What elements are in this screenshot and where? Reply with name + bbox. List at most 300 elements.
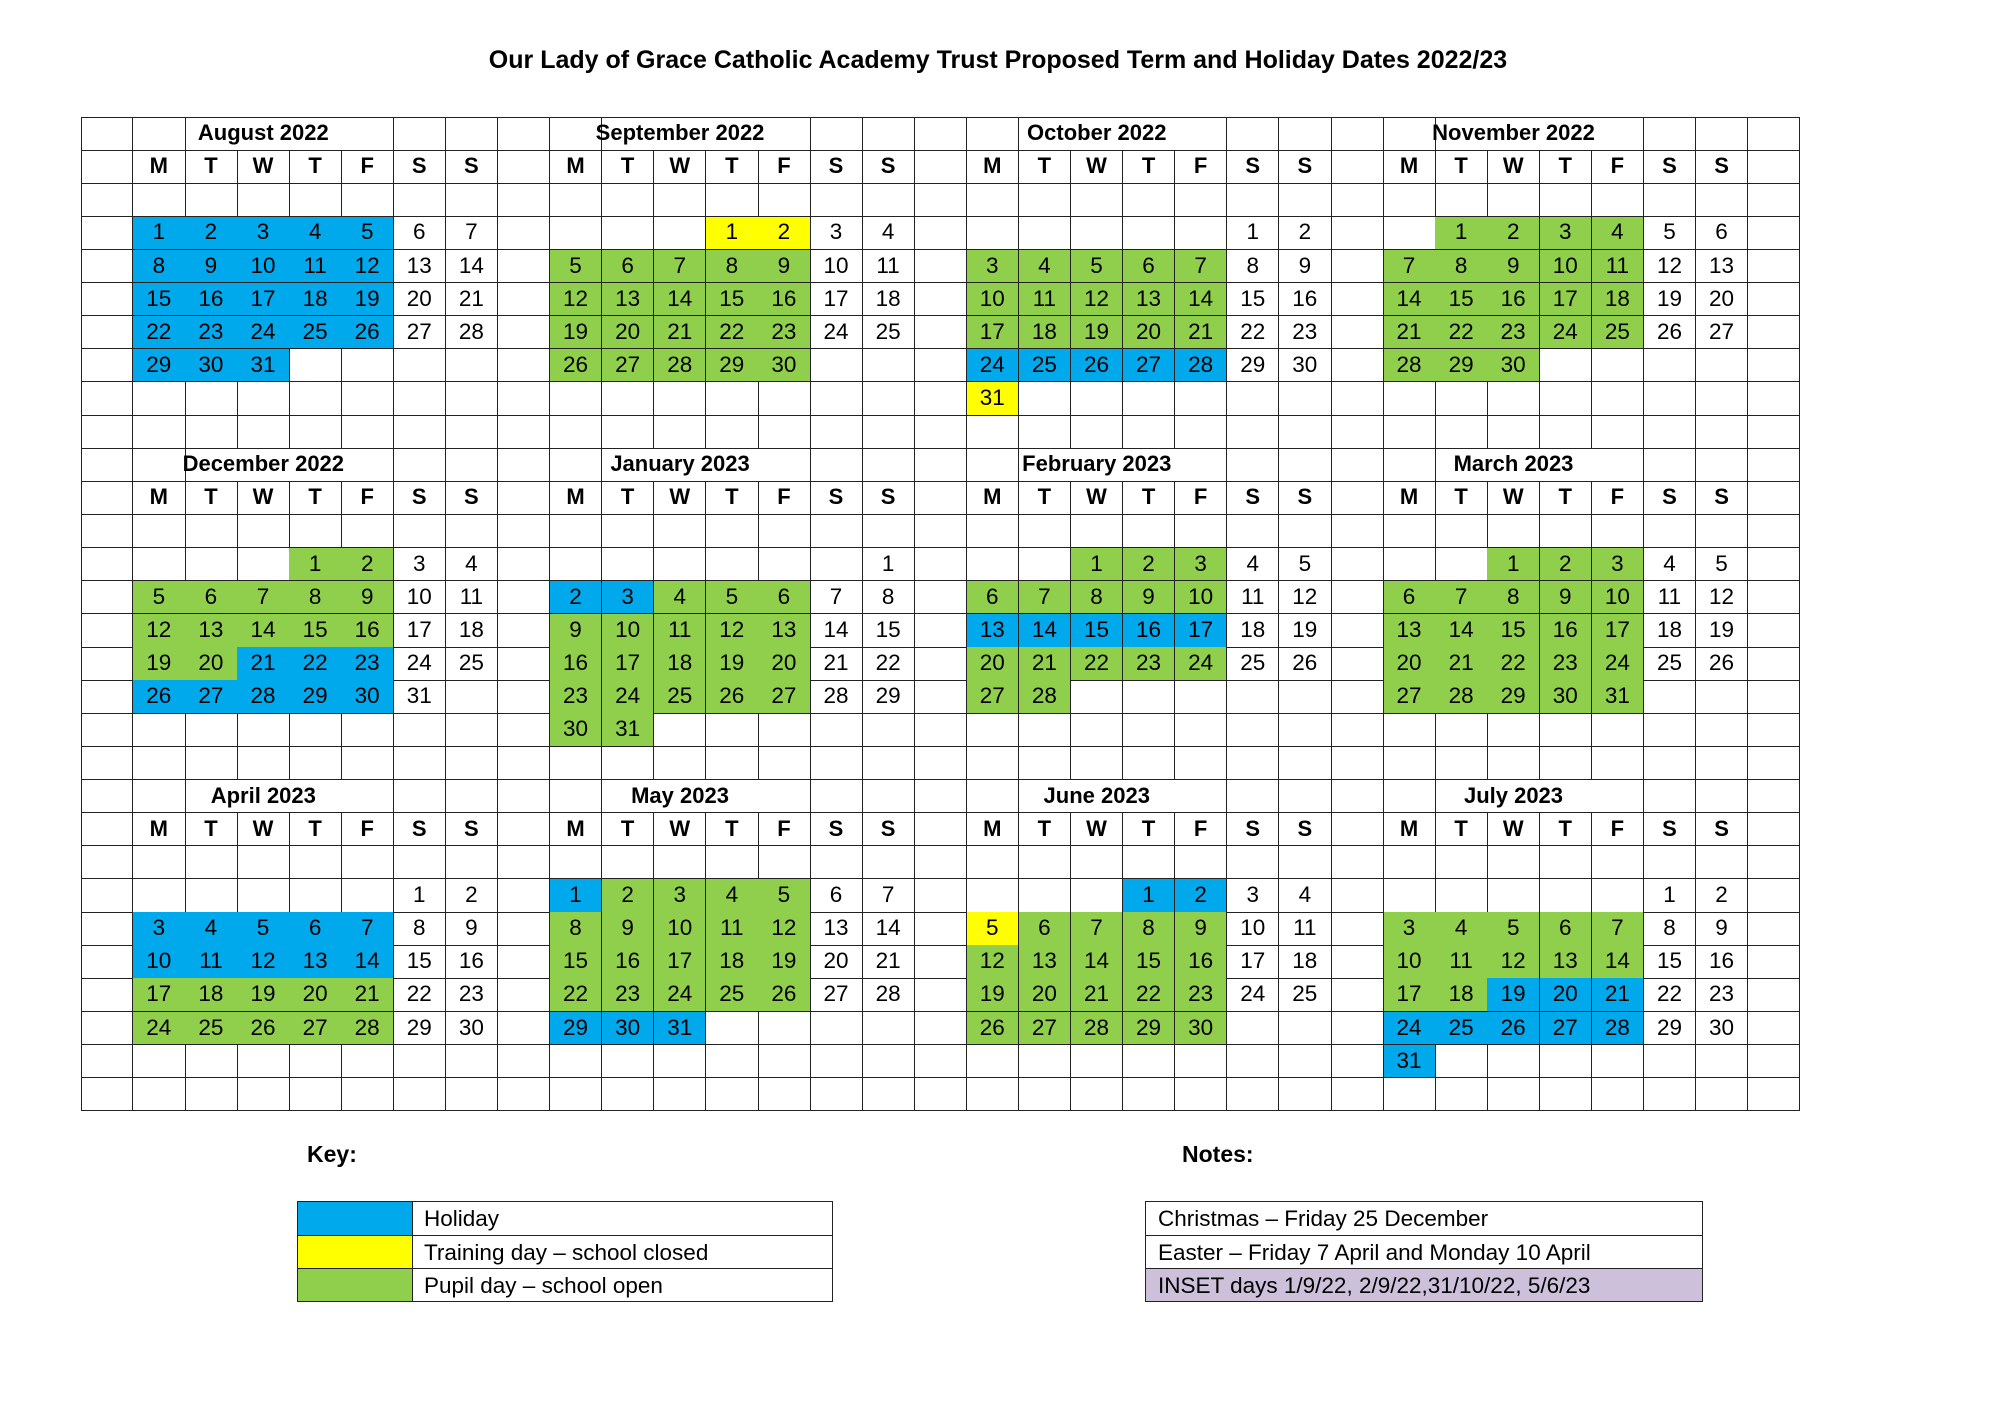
empty-cell (1748, 945, 1800, 979)
day-header: S (1227, 813, 1279, 847)
empty-cell (1592, 879, 1644, 913)
day-cell: 21 (1019, 647, 1071, 681)
empty-cell (1748, 780, 1800, 814)
day-cell: 30 (1279, 349, 1331, 383)
empty-cell (1696, 183, 1748, 217)
day-cell: 2 (1175, 879, 1227, 913)
day-cell: 17 (1540, 283, 1592, 317)
empty-cell (602, 183, 654, 217)
day-cell: 13 (1540, 945, 1592, 979)
day-cell: 12 (758, 912, 810, 946)
empty-cell (446, 846, 498, 880)
day-cell: 15 (133, 283, 185, 317)
day-cell: 20 (1383, 647, 1435, 681)
empty-cell (810, 183, 862, 217)
day-cell: 27 (1383, 680, 1435, 714)
day-header: T (185, 813, 237, 847)
day-cell: 9 (1696, 912, 1748, 946)
empty-cell (185, 548, 237, 582)
day-cell: 15 (1071, 614, 1123, 648)
day-header: W (237, 481, 289, 515)
empty-cell (498, 1012, 550, 1046)
empty-cell (185, 415, 237, 449)
day-header: F (1592, 150, 1644, 184)
day-cell: 16 (185, 283, 237, 317)
empty-cell (1696, 1045, 1748, 1079)
day-cell: 26 (967, 1012, 1019, 1046)
empty-cell (1435, 183, 1487, 217)
day-cell: 16 (1540, 614, 1592, 648)
day-cell: 28 (1383, 349, 1435, 383)
day-cell: 6 (1123, 250, 1175, 284)
month-title: July 2023 (1463, 782, 1564, 808)
day-cell: 13 (394, 250, 446, 284)
empty-cell (914, 448, 966, 482)
empty-cell (1279, 1078, 1331, 1112)
day-cell: 8 (706, 250, 758, 284)
day-cell: 27 (185, 680, 237, 714)
empty-cell (1331, 515, 1383, 549)
empty-cell (654, 713, 706, 747)
empty-cell (1175, 747, 1227, 781)
day-cell: 5 (1644, 216, 1696, 250)
day-cell: 11 (1435, 945, 1487, 979)
title-frame-cell (1227, 448, 1279, 482)
title-frame-cell (1279, 448, 1331, 482)
day-cell: 6 (810, 879, 862, 913)
empty-cell (498, 150, 550, 184)
empty-cell (1227, 183, 1279, 217)
empty-cell (1227, 846, 1279, 880)
day-cell: 19 (1071, 316, 1123, 350)
day-cell: 7 (1592, 912, 1644, 946)
title-frame-cell (394, 780, 446, 814)
empty-cell (1644, 349, 1696, 383)
day-cell: 2 (446, 879, 498, 913)
empty-cell (81, 515, 133, 549)
day-cell: 5 (758, 879, 810, 913)
day-cell: 22 (550, 978, 602, 1012)
empty-cell (602, 216, 654, 250)
day-cell: 17 (1175, 614, 1227, 648)
empty-cell (1331, 183, 1383, 217)
empty-cell (1175, 216, 1227, 250)
day-cell: 21 (810, 647, 862, 681)
day-cell: 28 (1071, 1012, 1123, 1046)
month-title: June 2023 (1043, 782, 1150, 808)
empty-cell (81, 415, 133, 449)
day-header: M (550, 813, 602, 847)
day-cell: 9 (1279, 250, 1331, 284)
empty-cell (81, 647, 133, 681)
empty-cell (810, 515, 862, 549)
day-cell: 27 (1696, 316, 1748, 350)
empty-cell (1540, 349, 1592, 383)
day-cell: 7 (654, 250, 706, 284)
day-cell: 20 (810, 945, 862, 979)
day-cell: 12 (550, 283, 602, 317)
empty-cell (1435, 846, 1487, 880)
day-cell: 4 (706, 879, 758, 913)
empty-cell (1592, 183, 1644, 217)
empty-cell (967, 1045, 1019, 1079)
empty-cell (1175, 1045, 1227, 1079)
empty-cell (81, 581, 133, 615)
day-cell: 12 (967, 945, 1019, 979)
empty-cell (1592, 846, 1644, 880)
empty-cell (133, 747, 185, 781)
day-cell: 23 (341, 647, 393, 681)
day-cell: 2 (602, 879, 654, 913)
empty-cell (706, 846, 758, 880)
day-header: S (1279, 481, 1331, 515)
day-cell: 17 (654, 945, 706, 979)
day-cell: 5 (1279, 548, 1331, 582)
empty-cell (1592, 515, 1644, 549)
empty-cell (1227, 515, 1279, 549)
empty-cell (1331, 250, 1383, 284)
empty-cell (1383, 846, 1435, 880)
empty-cell (498, 747, 550, 781)
empty-cell (1279, 1045, 1331, 1079)
empty-cell (1383, 515, 1435, 549)
empty-cell (1383, 713, 1435, 747)
empty-cell (758, 415, 810, 449)
empty-cell (1592, 382, 1644, 416)
day-cell: 8 (1435, 250, 1487, 284)
day-cell: 10 (654, 912, 706, 946)
day-cell: 16 (446, 945, 498, 979)
day-cell: 7 (862, 879, 914, 913)
note-row: Christmas – Friday 25 December (1158, 1206, 1489, 1231)
empty-cell (1123, 846, 1175, 880)
empty-cell (1696, 349, 1748, 383)
day-cell: 22 (1435, 316, 1487, 350)
day-header: S (1279, 150, 1331, 184)
empty-cell (81, 879, 133, 913)
title-frame-cell (862, 780, 914, 814)
empty-cell (602, 415, 654, 449)
empty-cell (1748, 1012, 1800, 1046)
empty-cell (967, 713, 1019, 747)
empty-cell (1123, 183, 1175, 217)
empty-cell (394, 1045, 446, 1079)
empty-cell (758, 1012, 810, 1046)
empty-cell (1071, 415, 1123, 449)
day-cell: 6 (967, 581, 1019, 615)
empty-cell (289, 713, 341, 747)
day-cell: 3 (394, 548, 446, 582)
empty-cell (289, 846, 341, 880)
day-cell: 16 (1123, 614, 1175, 648)
empty-cell (967, 548, 1019, 582)
day-cell: 24 (654, 978, 706, 1012)
day-cell: 6 (1383, 581, 1435, 615)
empty-cell (394, 846, 446, 880)
day-cell: 25 (862, 316, 914, 350)
empty-cell (967, 846, 1019, 880)
empty-cell (1748, 747, 1800, 781)
day-cell: 8 (1071, 581, 1123, 615)
key-label: Key: (307, 1141, 357, 1167)
day-cell: 28 (1175, 349, 1227, 383)
empty-cell (914, 846, 966, 880)
empty-cell (1644, 747, 1696, 781)
empty-cell (1123, 713, 1175, 747)
title-frame-cell (862, 117, 914, 151)
day-cell: 3 (654, 879, 706, 913)
day-cell: 24 (237, 316, 289, 350)
day-cell: 8 (1227, 250, 1279, 284)
empty-cell (550, 216, 602, 250)
day-cell: 10 (1592, 581, 1644, 615)
empty-cell (1748, 846, 1800, 880)
empty-cell (810, 747, 862, 781)
day-cell: 11 (1019, 283, 1071, 317)
empty-cell (81, 183, 133, 217)
day-cell: 20 (185, 647, 237, 681)
day-cell: 23 (602, 978, 654, 1012)
day-cell: 27 (602, 349, 654, 383)
empty-cell (81, 614, 133, 648)
empty-cell (1435, 879, 1487, 913)
empty-cell (1435, 1045, 1487, 1079)
day-cell: 29 (1227, 349, 1279, 383)
day-cell: 31 (1592, 680, 1644, 714)
empty-cell (1123, 515, 1175, 549)
day-cell: 7 (1175, 250, 1227, 284)
title-frame-cell (1644, 117, 1696, 151)
day-cell: 31 (394, 680, 446, 714)
day-cell: 13 (1019, 945, 1071, 979)
day-header: T (1019, 481, 1071, 515)
empty-cell (914, 747, 966, 781)
day-cell: 6 (758, 581, 810, 615)
day-cell: 11 (1644, 581, 1696, 615)
empty-cell (341, 879, 393, 913)
day-cell: 20 (758, 647, 810, 681)
day-cell: 25 (1592, 316, 1644, 350)
empty-cell (1019, 382, 1071, 416)
day-header: T (289, 813, 341, 847)
empty-cell (1748, 448, 1800, 482)
day-cell: 14 (862, 912, 914, 946)
day-cell: 18 (1279, 945, 1331, 979)
day-cell: 14 (1435, 614, 1487, 648)
empty-cell (1696, 515, 1748, 549)
day-cell: 21 (1435, 647, 1487, 681)
day-cell: 6 (1019, 912, 1071, 946)
key-text: Holiday (424, 1206, 500, 1231)
empty-cell (185, 846, 237, 880)
day-cell: 13 (758, 614, 810, 648)
empty-cell (341, 846, 393, 880)
empty-cell (1123, 1078, 1175, 1112)
empty-cell (1383, 382, 1435, 416)
holiday-swatch (298, 1202, 413, 1235)
day-cell: 16 (550, 647, 602, 681)
empty-cell (81, 283, 133, 317)
day-header: W (654, 481, 706, 515)
empty-cell (1487, 183, 1539, 217)
day-cell: 27 (810, 978, 862, 1012)
empty-cell (81, 978, 133, 1012)
day-cell: 19 (758, 945, 810, 979)
day-header: S (446, 813, 498, 847)
day-cell: 18 (185, 978, 237, 1012)
day-cell: 10 (133, 945, 185, 979)
day-header: S (1696, 150, 1748, 184)
day-cell: 24 (394, 647, 446, 681)
page-title: Our Lady of Grace Catholic Academy Trust Proposed Term and Holiday Dates 2022/23 (488, 46, 1508, 74)
empty-cell (498, 481, 550, 515)
day-cell: 26 (1487, 1012, 1539, 1046)
empty-cell (1748, 283, 1800, 317)
empty-cell (602, 1045, 654, 1079)
empty-cell (498, 680, 550, 714)
empty-cell (81, 747, 133, 781)
day-cell: 17 (394, 614, 446, 648)
day-cell: 18 (289, 283, 341, 317)
day-cell: 30 (341, 680, 393, 714)
empty-cell (1071, 747, 1123, 781)
day-header: W (1487, 481, 1539, 515)
day-cell: 30 (758, 349, 810, 383)
empty-cell (498, 216, 550, 250)
day-cell: 17 (1383, 978, 1435, 1012)
day-cell: 11 (654, 614, 706, 648)
day-cell: 6 (394, 216, 446, 250)
month-title: March 2023 (1453, 451, 1574, 477)
day-cell: 11 (862, 250, 914, 284)
empty-cell (394, 515, 446, 549)
day-cell: 20 (967, 647, 1019, 681)
empty-cell (1331, 283, 1383, 317)
empty-cell (81, 548, 133, 582)
day-cell: 25 (654, 680, 706, 714)
day-cell: 2 (1123, 548, 1175, 582)
empty-cell (289, 415, 341, 449)
empty-cell (967, 747, 1019, 781)
month-title: September 2022 (595, 120, 765, 145)
day-cell: 21 (237, 647, 289, 681)
day-cell: 27 (394, 316, 446, 350)
day-cell: 18 (706, 945, 758, 979)
empty-cell (1331, 780, 1383, 814)
empty-cell (1175, 713, 1227, 747)
empty-cell (654, 846, 706, 880)
month-title: February 2023 (1022, 451, 1172, 477)
empty-cell (81, 448, 133, 482)
day-cell: 13 (810, 912, 862, 946)
day-cell: 13 (1123, 283, 1175, 317)
empty-cell (1696, 846, 1748, 880)
empty-cell (1748, 713, 1800, 747)
day-cell: 21 (654, 316, 706, 350)
day-cell: 22 (1644, 978, 1696, 1012)
empty-cell (758, 1045, 810, 1079)
empty-cell (394, 415, 446, 449)
day-cell: 12 (1696, 581, 1748, 615)
title-frame-cell (1696, 117, 1748, 151)
day-cell: 4 (1019, 250, 1071, 284)
empty-cell (498, 349, 550, 383)
day-cell: 29 (706, 349, 758, 383)
day-cell: 29 (862, 680, 914, 714)
empty-cell (1383, 183, 1435, 217)
day-header: F (758, 150, 810, 184)
empty-cell (237, 415, 289, 449)
day-cell: 1 (133, 216, 185, 250)
empty-cell (1019, 515, 1071, 549)
empty-cell (185, 515, 237, 549)
empty-cell (810, 713, 862, 747)
empty-cell (237, 548, 289, 582)
title-frame-cell (446, 117, 498, 151)
empty-cell (1331, 150, 1383, 184)
day-cell: 9 (602, 912, 654, 946)
day-cell: 24 (602, 680, 654, 714)
day-header: W (237, 813, 289, 847)
empty-cell (498, 316, 550, 350)
day-header: M (133, 813, 185, 847)
empty-cell (654, 548, 706, 582)
empty-cell (289, 879, 341, 913)
day-header: S (1227, 150, 1279, 184)
day-cell: 1 (1487, 548, 1539, 582)
training-swatch (298, 1236, 413, 1268)
day-cell: 2 (1540, 548, 1592, 582)
empty-cell (81, 680, 133, 714)
empty-cell (862, 713, 914, 747)
empty-cell (1279, 183, 1331, 217)
day-cell: 23 (1487, 316, 1539, 350)
day-header: M (967, 481, 1019, 515)
empty-cell (1175, 183, 1227, 217)
month-title: October 2022 (1027, 120, 1167, 145)
month-title: May 2023 (631, 782, 729, 808)
day-cell: 25 (446, 647, 498, 681)
day-cell: 28 (237, 680, 289, 714)
day-cell: 13 (1696, 250, 1748, 284)
empty-cell (1331, 680, 1383, 714)
empty-cell (1331, 216, 1383, 250)
day-cell: 11 (446, 581, 498, 615)
day-cell: 30 (446, 1012, 498, 1046)
day-cell: 11 (289, 250, 341, 284)
day-cell: 30 (1175, 1012, 1227, 1046)
empty-cell (914, 117, 966, 151)
empty-cell (133, 713, 185, 747)
day-cell: 25 (706, 978, 758, 1012)
empty-cell (914, 680, 966, 714)
empty-cell (498, 548, 550, 582)
empty-cell (967, 515, 1019, 549)
empty-cell (341, 1045, 393, 1079)
day-cell: 30 (550, 713, 602, 747)
empty-cell (446, 1045, 498, 1079)
day-cell: 11 (1279, 912, 1331, 946)
empty-cell (81, 1078, 133, 1112)
day-cell: 25 (289, 316, 341, 350)
empty-cell (1331, 548, 1383, 582)
empty-cell (237, 1045, 289, 1079)
empty-cell (914, 150, 966, 184)
empty-cell (498, 879, 550, 913)
title-frame-cell (1696, 780, 1748, 814)
empty-cell (706, 415, 758, 449)
empty-cell (706, 382, 758, 416)
